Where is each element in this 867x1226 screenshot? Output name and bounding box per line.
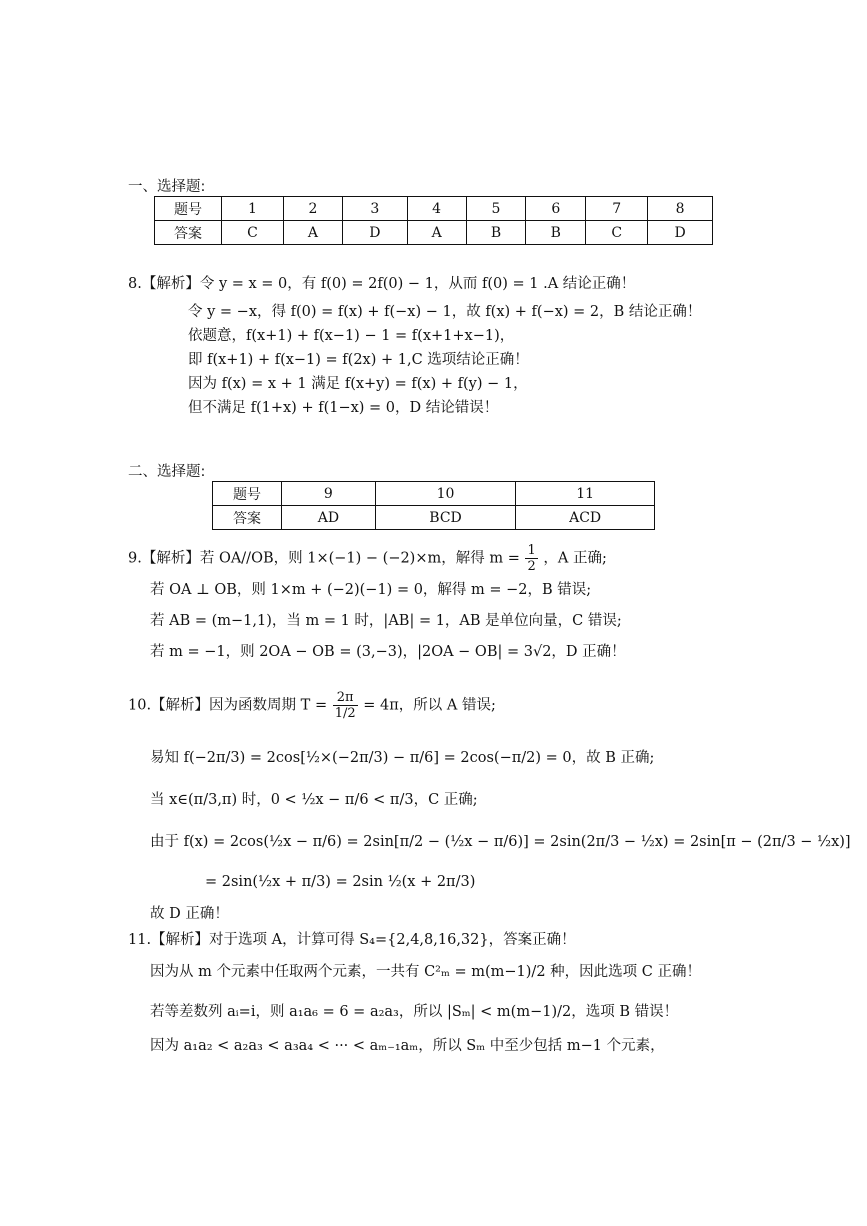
- q11-line-4: 因为 a₁a₂ < a₂a₃ < a₃a₄ < ··· < aₘ₋₁aₘ，所以 Sₘ 中至少包括 m−1 个元素，: [150, 1038, 665, 1054]
- table-row-answers: [155, 221, 713, 245]
- question-number: 10: [375, 482, 516, 506]
- table-row-answers: [213, 506, 655, 530]
- q10-line-4: 由于 f(x) = 2cos(½x − π/6) = 2sin[π/2 − (½x − π/6)] = 2sin(2π/3 − ½x) = 2sin[π − (2π/3 − ½x)]: [150, 834, 851, 850]
- answer-cell: D: [342, 221, 407, 245]
- q10-line-3: 当 x∈(π/3,π) 时，0 < ½x − π/6 < π/3，C 正确;: [150, 792, 478, 808]
- q9-line-4: 若 m = −1，则 2OA − OB = (3,−3)，|2OA − OB| = 3√2，D 正确！: [150, 644, 626, 660]
- answer-table-2: [212, 481, 655, 530]
- q8-line-5: 因为 f(x) = x + 1 满足 f(x+y) = f(x) + f(y) − 1，: [188, 376, 528, 392]
- fraction-denominator: 2: [527, 559, 536, 574]
- q8-line-6: 但不满足 f(1+x) + f(1−x) = 0，D 结论错误！: [188, 400, 499, 416]
- answer-cell: B: [466, 221, 526, 245]
- q9-line-3: 若 AB = (m−1,1)，当 m = 1 时，|AB| = 1，AB 是单位向量，C 错误;: [150, 613, 622, 629]
- q11-line-2: 因为从 m 个元素中任取两个元素，一共有 C²ₘ = m(m−1)/2 种，因此选项 C 正确！: [150, 964, 701, 980]
- answer-cell: A: [284, 221, 343, 245]
- q9-line-1: [128, 543, 607, 574]
- answer-cell: AD: [282, 506, 376, 530]
- section2-title: 二、选择题:: [128, 464, 206, 480]
- table-row-header: [213, 482, 655, 506]
- q10-line-6: 故 D 正确！: [150, 906, 229, 922]
- answer-cell: C: [586, 221, 648, 245]
- q10-line-1-tail: = 4π，所以 A 错误;: [363, 697, 496, 714]
- fraction-numerator: 2π: [333, 690, 358, 706]
- question-number: 11: [516, 482, 655, 506]
- section1-title: 一、选择题:: [128, 179, 206, 195]
- question-number: 4: [407, 197, 466, 221]
- answer-cell: A: [407, 221, 466, 245]
- fraction: [333, 690, 358, 721]
- q10-line-5: = 2sin(½x + π/3) = 2sin ½(x + 2π/3): [205, 874, 476, 890]
- answer-cell: ACD: [516, 506, 655, 530]
- q9-line-2: 若 OA ⊥ OB，则 1×m + (−2)(−1) = 0，解得 m = −2，B 错误;: [150, 582, 592, 598]
- q10-line-1-text: 10.【解析】因为函数周期 T =: [128, 697, 328, 714]
- q10-line-1: [128, 690, 496, 721]
- answer-table-1: [154, 196, 713, 245]
- question-number: 8: [648, 197, 713, 221]
- answer-label: 答案: [213, 506, 282, 530]
- answer-cell: B: [526, 221, 586, 245]
- question-number: 1: [222, 197, 284, 221]
- q8-line-1: 8.【解析】令 y = x = 0，有 f(0) = 2f(0) − 1，从而 f(0) = 1 .A 结论正确！: [128, 276, 636, 292]
- q10-line-2: 易知 f(−2π/3) = 2cos[½×(−2π/3) − π/6] = 2cos(−π/2) = 0，故 B 正确;: [150, 750, 655, 766]
- question-number: 3: [342, 197, 407, 221]
- question-number: 9: [282, 482, 376, 506]
- question-number: 5: [466, 197, 526, 221]
- q11-line-3: 若等差数列 aᵢ=i，则 a₁a₆ = 6 = a₂a₃，所以 |Sₘ| < m(m−1)/2，选项 B 错误！: [150, 1004, 679, 1020]
- answer-cell: C: [222, 221, 284, 245]
- question-number: 2: [284, 197, 343, 221]
- fraction-numerator: 1: [527, 543, 536, 558]
- fraction-denominator: 1/2: [334, 706, 356, 721]
- table-row-header: [155, 197, 713, 221]
- question-number: 6: [526, 197, 586, 221]
- header-label: 题号: [155, 197, 222, 221]
- q8-line-4: 即 f(x+1) + f(x−1) = f(2x) + 1,C 选项结论正确！: [188, 352, 529, 368]
- answer-cell: D: [648, 221, 713, 245]
- question-number: 7: [586, 197, 648, 221]
- q11-line-1: 11.【解析】对于选项 A，计算可得 S₄={2,4,8,16,32}，答案正确！: [128, 932, 576, 948]
- fraction: [525, 543, 537, 574]
- q8-line-2: 令 y = −x，得 f(0) = f(x) + f(−x) − 1，故 f(x) + f(−x) = 2，B 结论正确！: [188, 304, 702, 320]
- q8-line-3: 依题意，f(x+1) + f(x−1) − 1 = f(x+1+x−1)，: [188, 328, 515, 344]
- q9-line-1-tail: ，A 正确;: [543, 550, 607, 567]
- q9-line-1-text: 9.【解析】若 OA//OB，则 1×(−1) − (−2)×m，解得 m =: [128, 550, 520, 567]
- answer-label: 答案: [155, 221, 222, 245]
- answer-cell: BCD: [375, 506, 516, 530]
- header-label: 题号: [213, 482, 282, 506]
